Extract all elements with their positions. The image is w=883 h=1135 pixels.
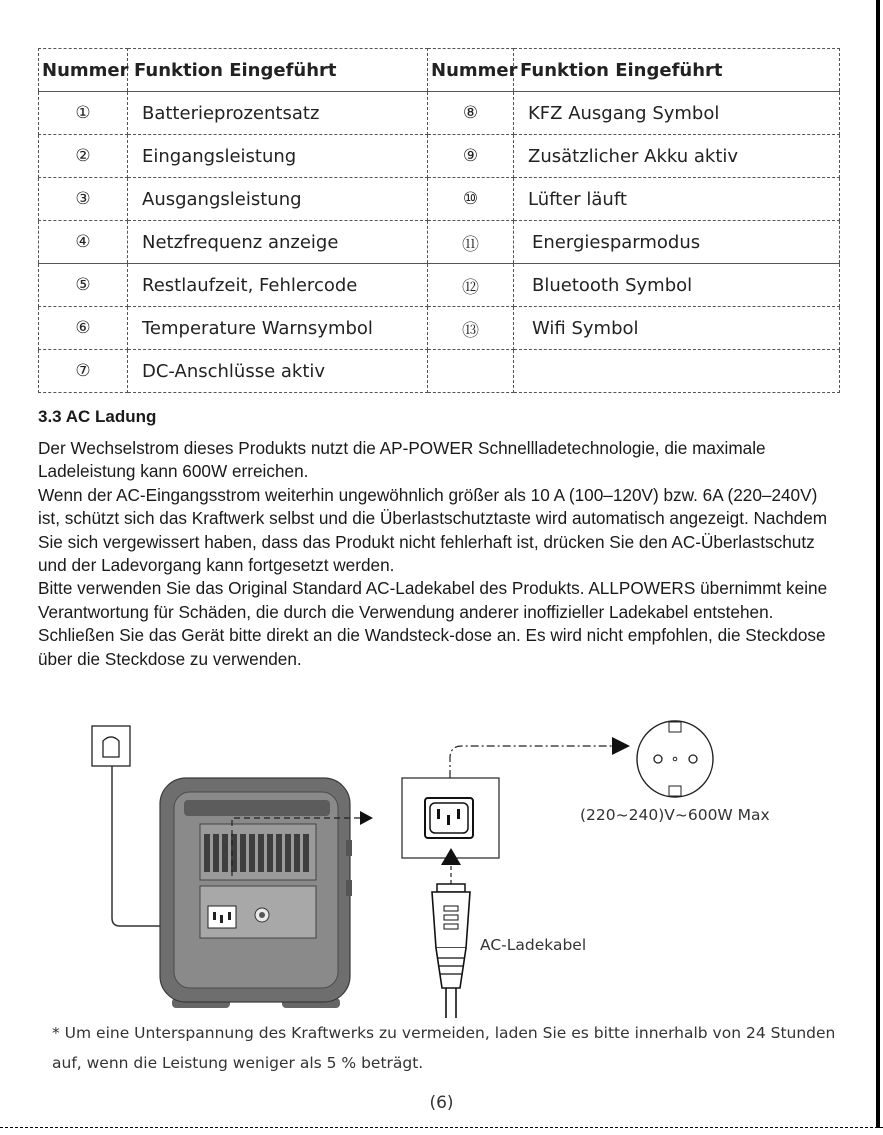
table-header-row — [39, 49, 840, 92]
row-function: Eingangsleistung — [128, 135, 428, 178]
header-function-2: Funktion Eingeführt — [514, 49, 840, 92]
header-number-1: Nummer — [39, 49, 128, 92]
table-row — [39, 178, 840, 221]
row-number: ③ — [39, 178, 128, 221]
header-number-2: Nummer — [428, 49, 514, 92]
table-row — [39, 264, 840, 307]
row-function: Ausgangsleistung — [128, 178, 428, 221]
table-row — [39, 221, 840, 264]
row-function — [514, 350, 840, 393]
row-function: Bluetooth Symbol — [514, 264, 840, 307]
row-number: ⑩ — [428, 178, 514, 221]
power-station-icon — [160, 778, 352, 1008]
wall-outlet-icon — [92, 726, 130, 766]
paragraph: Bitte verwenden Sie das Original Standard AC-Ladekabel des Produkts. ALLPOWERS übernimmt keine Verantwortung für Schäden, die durch die Verwendung anderer inoffizieller Ladekabel entstehen. Schließen Sie das Gerät bitte direkt an die Wandsteck-dose an. Es wird nicht empfohlen, die Steckdose über die Steckdose zu verwenden. — [38, 578, 828, 669]
ac-inlet-icon — [402, 778, 499, 858]
function-table — [38, 48, 840, 393]
row-function: Wifi Symbol — [514, 307, 840, 350]
row-function: Netzfrequenz anzeige — [128, 221, 428, 264]
table-row — [39, 92, 840, 135]
table-row — [39, 135, 840, 178]
row-function: Batterieprozentsatz — [128, 92, 428, 135]
row-number: ⑤ — [39, 264, 128, 307]
row-number: ① — [39, 92, 128, 135]
table-row — [39, 350, 840, 393]
ac-charging-diagram — [80, 718, 800, 1018]
row-number: ② — [39, 135, 128, 178]
row-number — [428, 350, 514, 393]
row-number: ④ — [39, 221, 128, 264]
paragraph: Wenn der AC-Eingangsstrom weiterhin ungewöhnlich größer als 10 A (100–120V) bzw. 6A (220–240V) ist, schützt sich das Kraftwerk selbst und die Überlastschutztaste wird automatisch angezeigt. Nachdem Sie sich vergewissert haben, dass das Produkt nicht fehlerhaft ist, drücken Sie den AC-Überlastschutz und der Ladevorgang kann fortgesetzt werden. — [38, 484, 828, 576]
row-number: ⑫ — [428, 264, 514, 307]
page-number: (6) — [429, 1093, 454, 1113]
schuko-socket-icon — [637, 721, 713, 797]
page-edge-rule — [876, 0, 880, 1128]
arrow-right-icon — [360, 811, 373, 825]
socket-dashdot-line — [450, 746, 612, 778]
row-number: ⑥ — [39, 307, 128, 350]
row-number: ⑬ — [428, 307, 514, 350]
row-number: ⑨ — [428, 135, 514, 178]
footnote: * Um eine Unterspannung des Kraftwerks zu vermeiden, laden Sie es bitte innerhalb von 24 Stunden auf, wenn die Leistung weniger als 5 % beträgt. — [52, 1024, 836, 1072]
row-function: DC-Anschlüsse aktiv — [128, 350, 428, 393]
table-row — [39, 307, 840, 350]
paragraph: Der Wechselstrom dieses Produkts nutzt die AP-POWER Schnellladetechnologie, die maximale Ladeleistung kann 600W erreichen. — [38, 438, 766, 482]
row-function: Zusätzlicher Akku aktiv — [514, 135, 840, 178]
row-function: Restlaufzeit, Fehlercode — [128, 264, 428, 307]
row-function: Lüfter läuft — [514, 178, 840, 221]
row-number: ⑧ — [428, 92, 514, 135]
arrow-right-icon — [612, 737, 630, 755]
socket-rating-label: (220~240)V~600W Max — [580, 806, 770, 824]
header-function-1: Funktion Eingeführt — [128, 49, 428, 92]
row-function: KFZ Ausgang Symbol — [514, 92, 840, 135]
row-function: Energiesparmodus — [514, 221, 840, 264]
page-bottom-rule — [0, 1127, 883, 1128]
ac-plug-icon — [432, 884, 470, 1018]
cable-label: AC-Ladekabel — [480, 936, 587, 954]
section-title: 3.3 AC Ladung — [38, 407, 157, 426]
row-number: ⑦ — [39, 350, 128, 393]
section-body — [38, 437, 838, 671]
row-function: Temperature Warnsymbol — [128, 307, 428, 350]
row-number: ⑪ — [428, 221, 514, 264]
